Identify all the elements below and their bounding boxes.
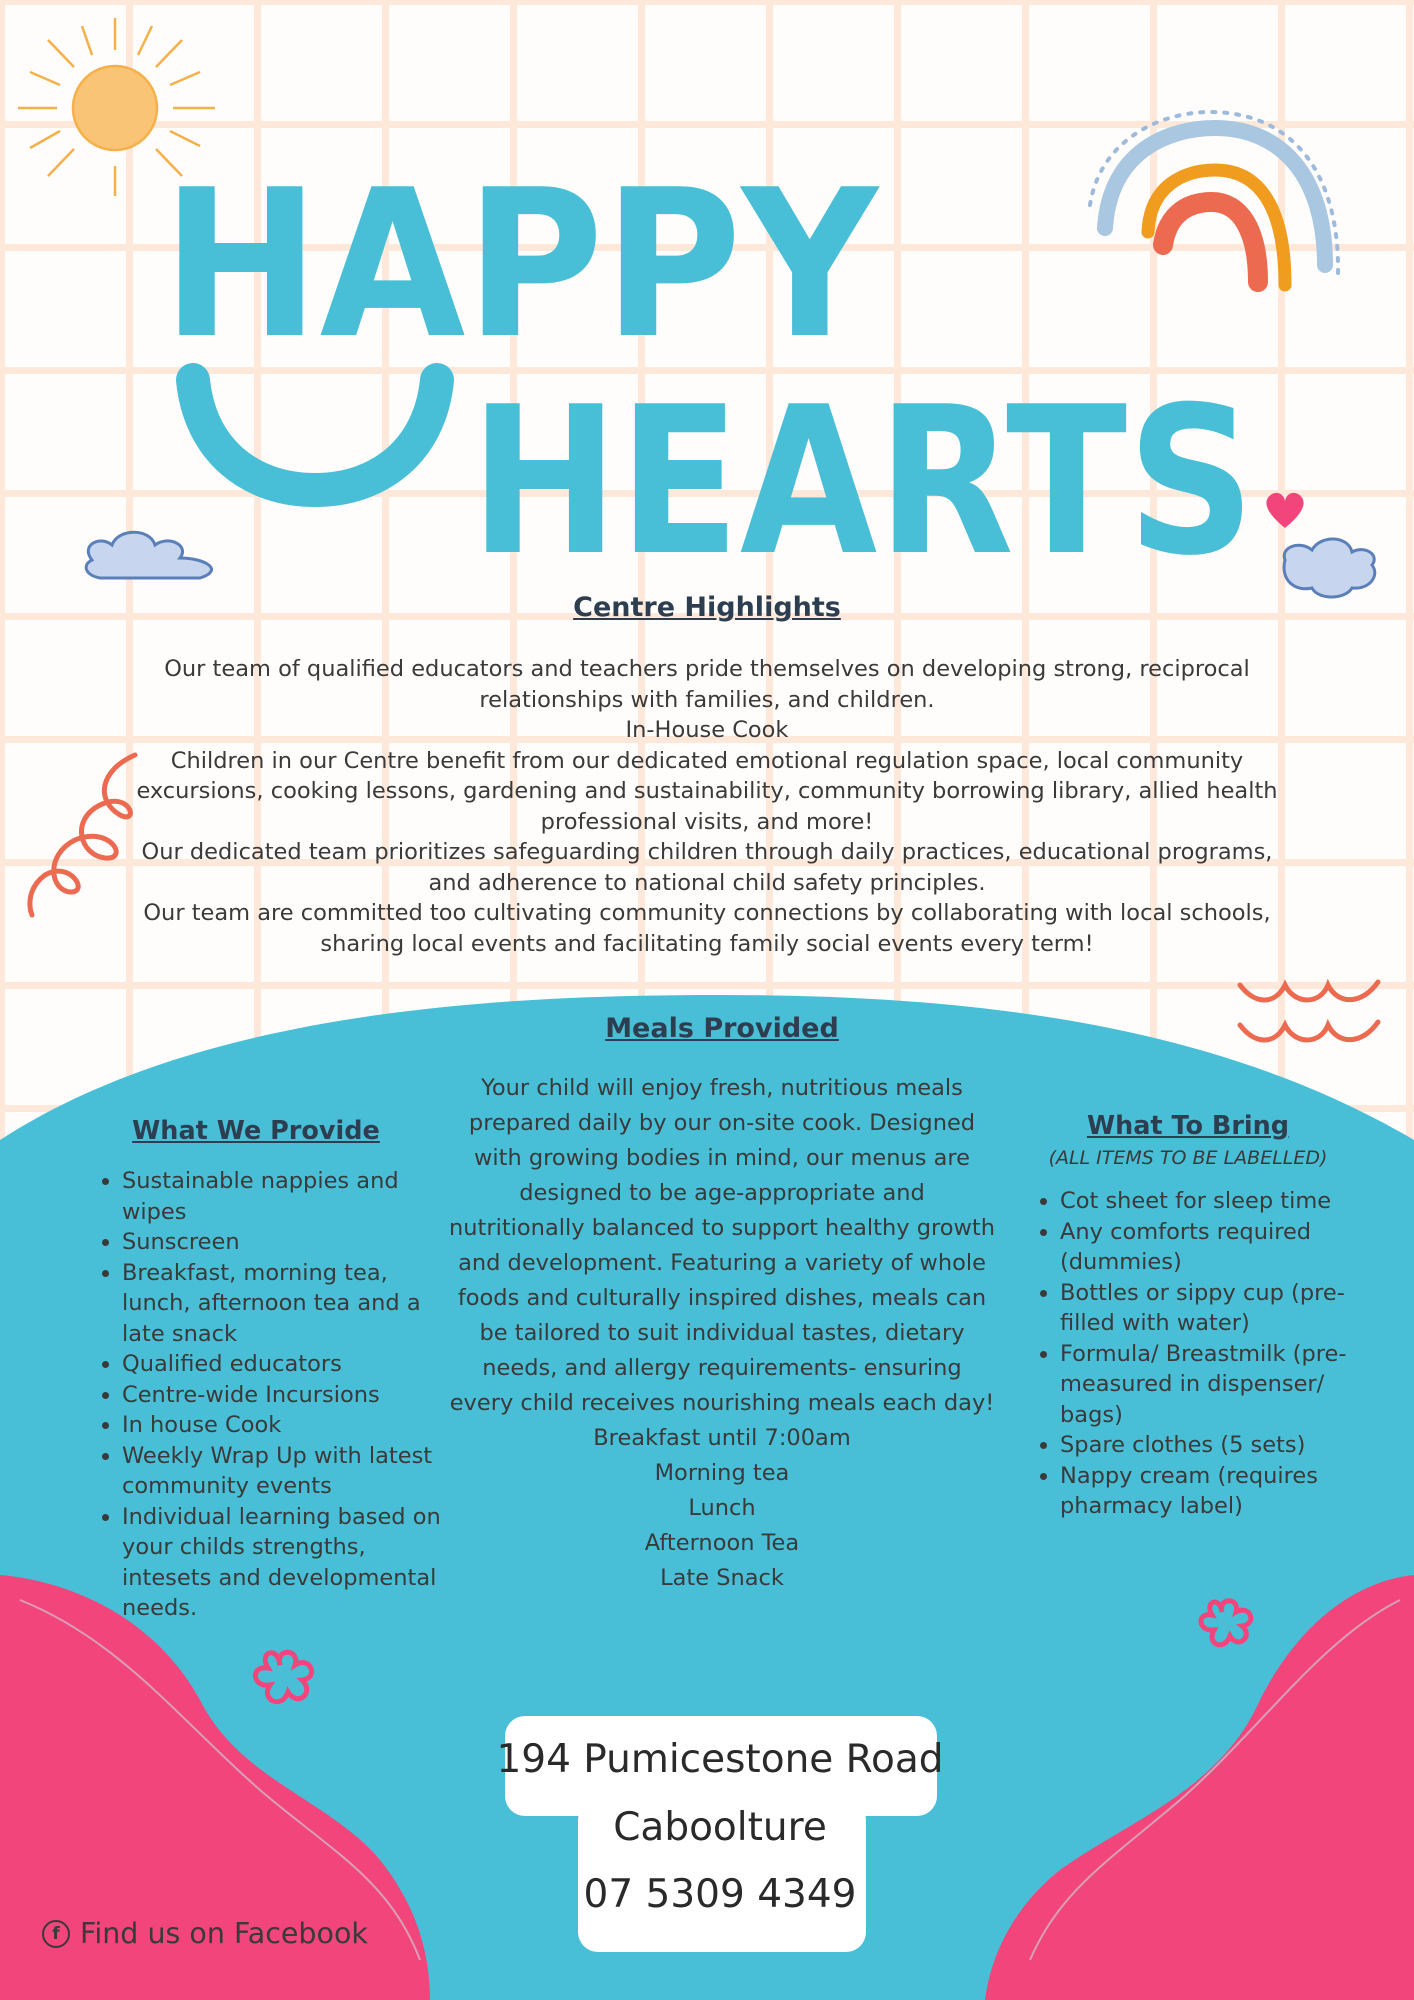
squiggle-icon [30, 755, 135, 915]
smile-icon [193, 380, 437, 490]
list-item: • Qualified educators [122, 1349, 462, 1380]
what-we-provide-list [94, 1166, 462, 1624]
list-item: • Breakfast, morning tea, lunch, afternoon tea and a late snack [122, 1258, 462, 1350]
address-street: 194 Pumicestone Road [496, 1737, 944, 1782]
highlights-paragraph: Our dedicated team prioritizes safeguarding children through daily practices, educational programs, and adherence to national child safety principles. [141, 839, 1273, 896]
what-to-bring-note: (ALL ITEMS TO BE LABELLED) [1048, 1147, 1328, 1169]
meal-schedule-item: Breakfast until 7:00am [593, 1425, 851, 1451]
meals-title: Meals Provided [605, 1013, 839, 1044]
meals-description: Your child will enjoy fresh, nutritious meals prepared daily by our on-site cook. Designed with growing bodies in mind, our menus are designed to be age-appropriate and nutritionally balanced to support healthy growth and development. Featuring a variety of whole foods and culturally inspired dishes, meals can be tailored to suit individual tastes, dietary needs, and allergy requirements- ensuring every child receives nourishing meals each day! [449, 1075, 995, 1416]
list-item: • Individual learning based on your childs strengths, intesets and developmental needs. [122, 1502, 462, 1624]
list-item: • Formula/ Breastmilk (pre-measured in dispenser/ bags) [1060, 1339, 1382, 1431]
logo-word-happy: HAPPY [162, 147, 881, 384]
list-item: • Weekly Wrap Up with latest community events [122, 1441, 462, 1502]
highlights-paragraph: Our team are committed too cultivating community connections by collaborating with local schools, sharing local events and facilitating family social events every term! [143, 900, 1271, 957]
waves-icon [1240, 982, 1378, 1040]
meal-schedule-item: Lunch [688, 1495, 756, 1521]
highlights-paragraph: In-House Cook [625, 717, 789, 743]
facebook-icon: f [42, 1920, 70, 1948]
highlights-paragraph: Children in our Centre benefit from our dedicated emotional regulation space, local community excursions, cooking lessons, gardening and sustainability, community borrowing library, allied health professional visits, and more! [136, 747, 1278, 835]
meals-body [448, 1071, 996, 1596]
what-we-provide-title: What We Provide [132, 1116, 380, 1146]
facebook-link[interactable] [42, 1917, 368, 1950]
meal-schedule-item: Afternoon Tea [644, 1530, 800, 1556]
highlights-title: Centre Highlights [573, 592, 841, 623]
what-to-bring-list [1032, 1186, 1382, 1522]
address-suburb: Caboolture [613, 1805, 827, 1850]
list-item: • Nappy cream (requires pharmacy label) [1060, 1461, 1382, 1522]
happy-hearts-logo [0, 0, 1414, 600]
list-item: • Any comforts required (dummies) [1060, 1217, 1382, 1278]
highlights-body [130, 654, 1284, 959]
logo-word-hearts: HEARTS [470, 364, 1255, 600]
highlights-paragraph: Our team of qualified educators and teachers pride themselves on developing strong, reciprocal relationships with families, and children. [164, 656, 1250, 713]
list-item: • Sustainable nappies and wipes [122, 1166, 462, 1227]
list-item: • Centre-wide Incursions [122, 1380, 462, 1411]
phone-number[interactable]: 07 5309 4349 [583, 1872, 857, 1917]
list-item: • Bottles or sippy cup (pre-filled with water) [1060, 1278, 1382, 1339]
what-to-bring-title: What To Bring [1086, 1111, 1290, 1141]
meal-schedule-item: Morning tea [654, 1460, 790, 1486]
meal-schedule-item: Late Snack [660, 1565, 784, 1591]
list-item: • Sunscreen [122, 1227, 462, 1258]
facebook-text: Find us on Facebook [80, 1917, 368, 1950]
list-item: • Cot sheet for sleep time [1060, 1186, 1382, 1217]
list-item: • Spare clothes (5 sets) [1060, 1430, 1382, 1461]
list-item: • In house Cook [122, 1410, 462, 1441]
